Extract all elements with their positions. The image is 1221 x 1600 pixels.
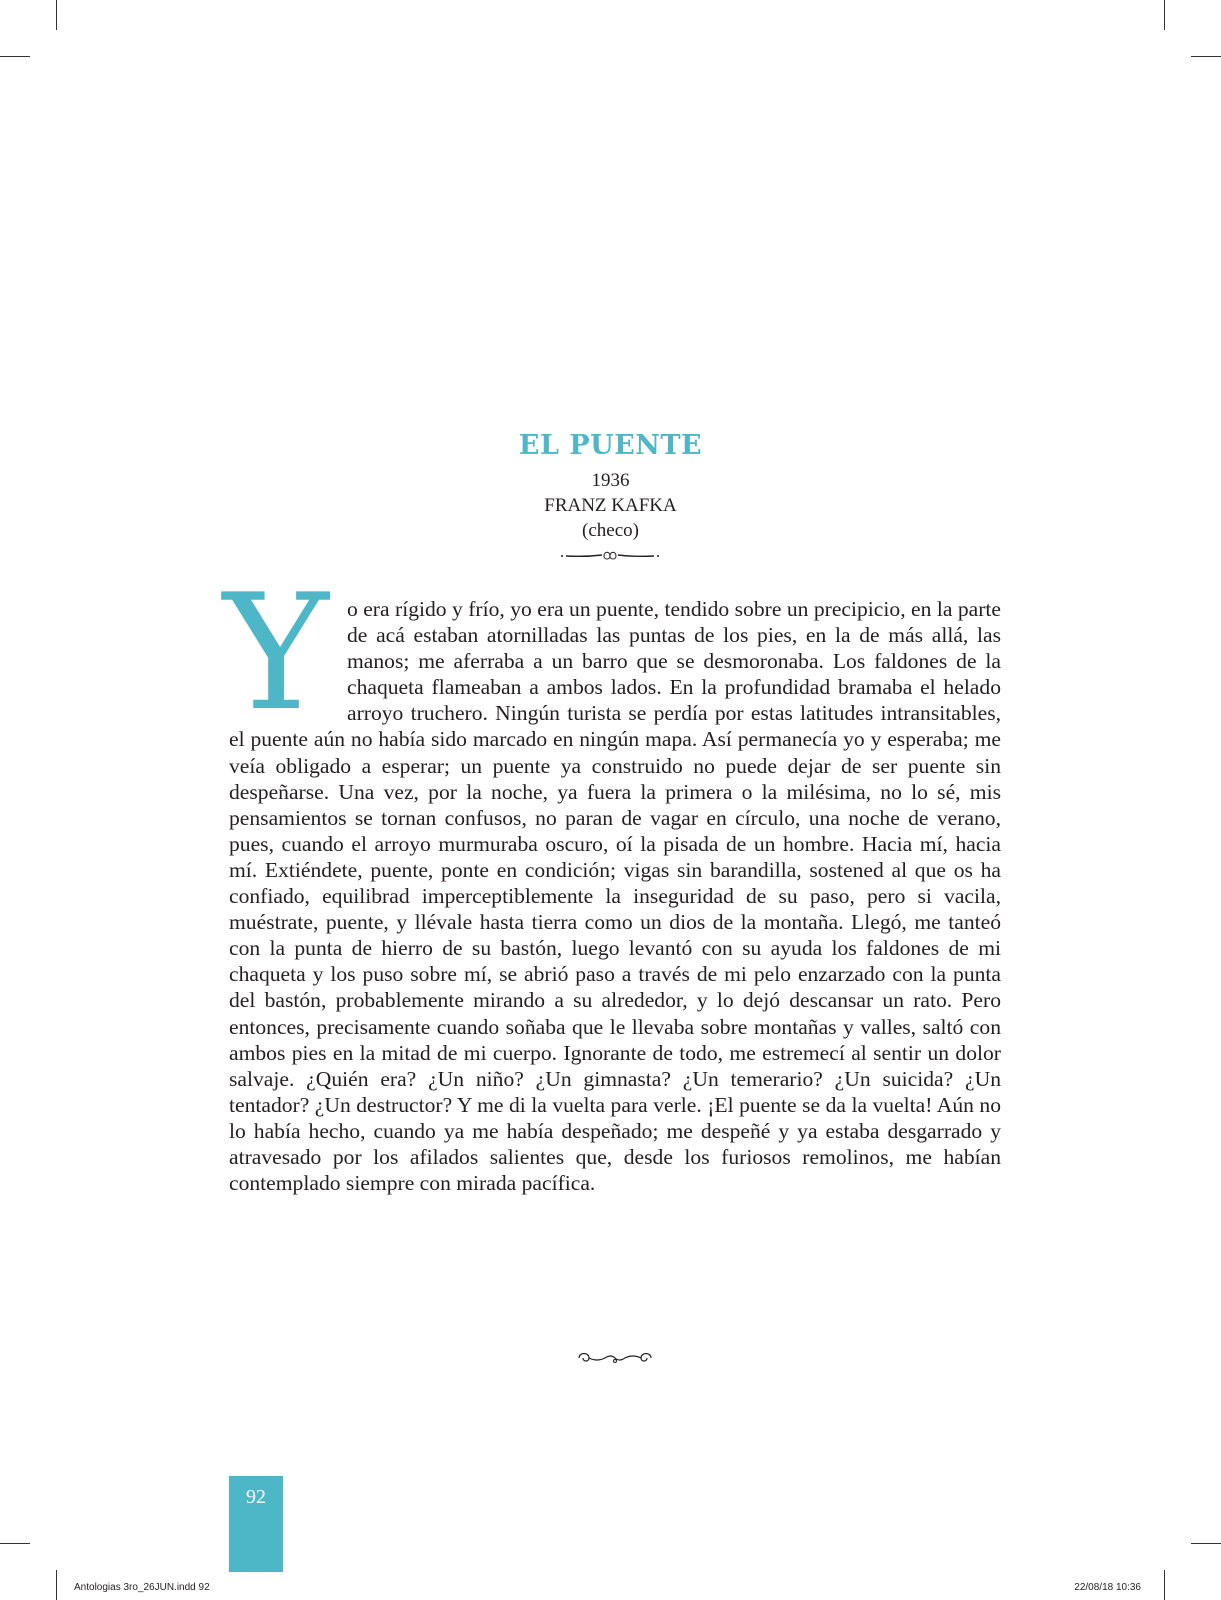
story-body xyxy=(223,559,1001,1196)
slug-filename: Antologias 3ro_26JUN.indd 92 xyxy=(74,1582,210,1593)
crop-mark xyxy=(1164,1570,1165,1600)
crop-mark xyxy=(1164,0,1165,30)
end-ornament-icon xyxy=(575,1348,655,1368)
crop-mark xyxy=(56,0,57,30)
story-year: 1936 xyxy=(591,470,630,491)
story-author: FRANZ KAFKA xyxy=(544,495,677,516)
divider-ornament-icon xyxy=(560,548,660,564)
story-title: EL PUENTE xyxy=(518,430,703,461)
crop-mark xyxy=(1191,1543,1221,1544)
crop-mark xyxy=(0,56,30,57)
slug-timestamp: 22/08/18 10:36 xyxy=(1074,1582,1141,1593)
page-number: 92 xyxy=(246,1486,266,1508)
drop-cap: Y xyxy=(223,559,329,746)
crop-mark xyxy=(0,1543,30,1544)
crop-mark xyxy=(1191,56,1221,57)
story-body-text: o era rígido y frío, yo era un puente, tendido sobre un precipicio, en la parte de acá estaban atornilladas las puntas de los pies, en la de más allá, las manos; me aferraba a un barro que se desmoronaba. Los faldones de la chaqueta flameaban a ambos lados. En la profundidad bramaba el helado arroyo truchero. Ningún turista se perdía por estas latitudes intransitables, el puente aún no había sido marcado en ningún mapa. Así permanecía yo y esperaba; me veía obligado a esperar; un puente ya construido no puede dejar de ser puente sin despeñarse. Una vez, por la noche, ya fuera la primera o la milésima, no lo sé, mis pensamientos se tornan confusos, no paran de vagar en círculo, una noche de verano, pues, cuando el arroyo murmuraba oscuro, oí la pisada de un hombre. Hacia mí, hacia mí. Extiéndete, puente, ponte en condición; vigas sin barandilla, sostened al que os ha confiado, equilibrad imperceptiblemente la inseguridad de su paso, pero si vacila, muéstrate, puente, y llévale hasta tierra como un dios de la montaña. Llegó, me tanteó con la punta de hierro de su bastón, luego levantó con su ayuda los faldones de mi chaqueta y los puso sobre mí, se abrió paso a través de mi pelo enzarzado con la punta del bastón, probablemente mirando a su alrededor, y lo dejó descansar un rato. Pero entonces, precisamente cuando soñaba que le llevaba sobre montañas y valles, saltó con ambos pies en la mitad de mi cuerpo. Ignorante de todo, me estremecí al sentir un dolor salvaje. ¿Quién era? ¿Un niño? ¿Un gimnasta? ¿Un temerario? ¿Un suicida? ¿Un tentador? ¿Un destructor? Y me di la vuelta para verle. ¡El puente se da la vuelta! Aún no lo había hecho, cuando ya me había despeñado; me despeñé y ya estaba desgarrado y atravesado por los afilados salientes que, desde los furiosos remolinos, me habían contemplado siempre con mirada pacífica. xyxy=(229,597,1001,1196)
story-origin: (checo) xyxy=(582,520,639,541)
crop-mark xyxy=(56,1570,57,1600)
